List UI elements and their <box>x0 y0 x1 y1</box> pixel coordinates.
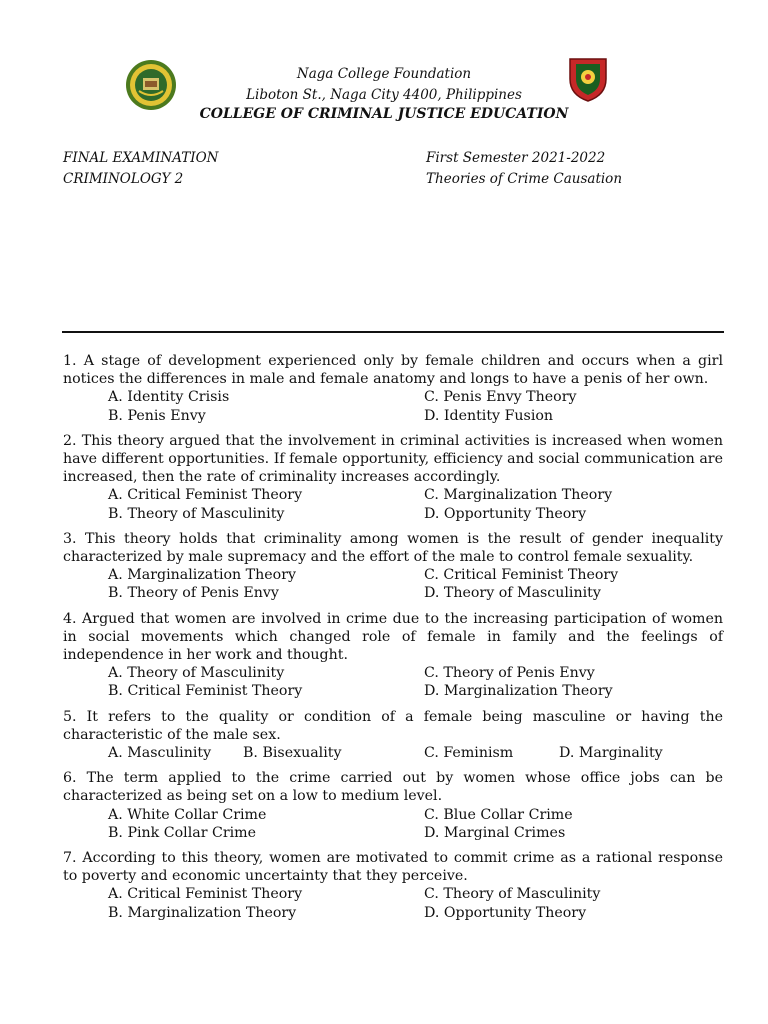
option-d: D. Theory of Masculinity <box>424 585 601 602</box>
option-b: B. Pink Collar Crime <box>108 824 257 841</box>
option-b: B. Penis Envy <box>108 407 206 424</box>
school-address: Liboton St., Naga City 4400, Philippines <box>246 87 522 103</box>
option-a: A. Critical Feminist Theory <box>108 487 303 504</box>
option-c: C. Critical Feminist Theory <box>424 567 619 584</box>
question-stem: 2. This theory argued that the involvement in criminal activities is increased when women have different opportunities. If female opportunity, efficiency and social communication are increased, then the rate of criminality increases accordingly. <box>63 432 723 486</box>
option-c: C. Marginalization Theory <box>424 487 613 504</box>
question-7 <box>63 849 723 922</box>
question-stem: 1. A stage of development experienced only by female children and occurs when a girl notices the differences in male and female anatomy and longs to have a penis of her own. <box>63 353 723 388</box>
option-c: C. Blue Collar Crime <box>424 806 573 823</box>
question-5 <box>63 708 723 763</box>
college-name: COLLEGE OF CRIMINAL JUSTICE EDUCATION <box>199 106 569 122</box>
question-6 <box>63 769 723 842</box>
option-d: D. Identity Fusion <box>424 407 554 424</box>
option-a: A. White Collar Crime <box>108 806 267 823</box>
semester: First Semester 2021-2022 <box>426 150 606 166</box>
option-c: C. Theory of Masculinity <box>424 886 601 903</box>
option-b: B. Marginalization Theory <box>108 904 297 921</box>
divider-line <box>62 331 724 333</box>
course-name: CRIMINOLOGY 2 <box>63 171 184 187</box>
option-a: A. Critical Feminist Theory <box>108 886 303 903</box>
option-b: B. Theory of Masculinity <box>108 505 285 522</box>
option-a: A. Theory of Masculinity <box>108 665 285 682</box>
option-b: B. Bisexuality <box>243 745 342 762</box>
question-4 <box>63 610 723 701</box>
question-3 <box>63 530 723 603</box>
question-stem: 7. According to this theory, women are motivated to commit crime as a rational response to poverty and economic uncertainty that they perceive. <box>63 850 723 885</box>
option-d: D. Marginalization Theory <box>424 683 613 700</box>
option-a: A. Marginalization Theory <box>108 567 297 584</box>
exam-topic: Theories of Crime Causation <box>426 171 623 187</box>
question-2 <box>63 432 723 523</box>
option-d: D. Marginal Crimes <box>424 824 566 841</box>
option-a: A. Masculinity <box>108 745 212 762</box>
question-stem: 4. Argued that women are involved in crime due to the increasing participation of women in social movements which changed role of female in family and the feelings of independence in her work and thought. <box>63 610 723 664</box>
question-stem: 6. The term applied to the crime carried out by women whose office jobs can be characterized as being set on a low to medium level. <box>63 770 723 805</box>
exam-title: FINAL EXAMINATION <box>63 150 219 166</box>
option-c: C. Theory of Penis Envy <box>424 665 595 682</box>
option-b: B. Critical Feminist Theory <box>108 683 303 700</box>
option-b: B. Theory of Penis Envy <box>108 585 279 602</box>
question-stem: 5. It refers to the quality or condition of a female being masculine or having the characteristic of the male sex. <box>63 708 723 743</box>
question-stem: 3. This theory holds that criminality among women is the result of gender inequality characterized by male supremacy and the effort of the male to control female sexuality. <box>63 530 723 566</box>
option-c: C. Feminism <box>424 745 514 762</box>
option-d: D. Marginality <box>559 745 663 762</box>
option-d: D. Opportunity Theory <box>424 904 587 921</box>
option-d: D. Opportunity Theory <box>424 505 587 522</box>
question-list <box>63 352 723 929</box>
option-a: A. Identity Crisis <box>108 389 230 406</box>
question-1 <box>63 352 723 425</box>
option-c: C. Penis Envy Theory <box>424 389 577 406</box>
school-name: Naga College Foundation <box>296 66 472 82</box>
